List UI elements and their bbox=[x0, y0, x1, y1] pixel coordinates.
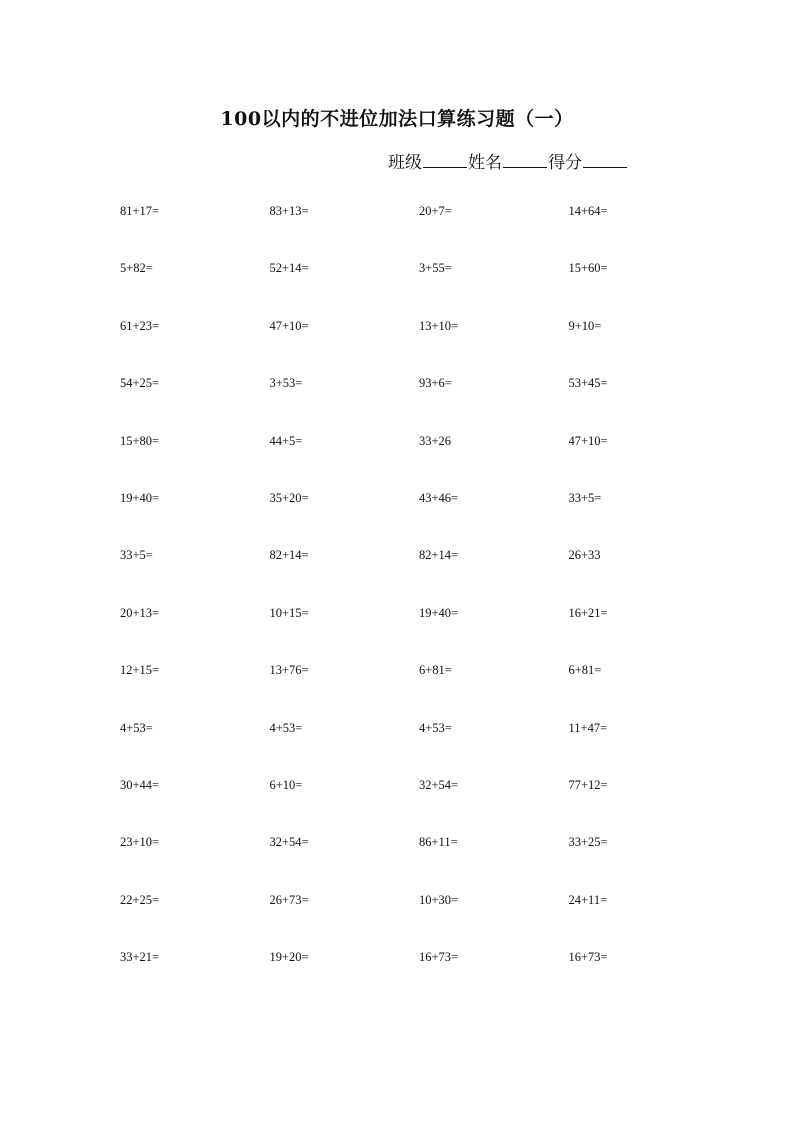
problem-row bbox=[120, 431, 720, 488]
problem-item: 24+11= bbox=[568, 892, 608, 907]
problem-row bbox=[120, 201, 720, 258]
problem-item: 13+10= bbox=[419, 318, 459, 333]
problem-item: 47+10= bbox=[269, 318, 309, 333]
problem-item: 4+53= bbox=[120, 720, 153, 735]
problem-row bbox=[120, 660, 720, 717]
problem-item: 44+5= bbox=[269, 433, 303, 448]
problem-item: 6+81= bbox=[419, 663, 452, 678]
student-info-line bbox=[388, 148, 628, 173]
problem-item: 4+53= bbox=[419, 720, 452, 735]
problem-row bbox=[120, 488, 720, 545]
name-blank[interactable] bbox=[503, 151, 547, 168]
score-label: 得分 bbox=[548, 153, 582, 173]
problem-row bbox=[120, 890, 720, 947]
problem-item: 33+25= bbox=[568, 835, 608, 850]
problem-row bbox=[120, 947, 720, 1004]
name-label: 姓名 bbox=[468, 153, 502, 173]
problem-item: 26+73= bbox=[269, 892, 309, 907]
problem-item: 26+33 bbox=[568, 548, 601, 563]
problem-item: 20+13= bbox=[120, 605, 160, 620]
problem-item: 61+23= bbox=[120, 318, 160, 333]
problem-item: 81+17= bbox=[120, 204, 160, 218]
problem-item: 10+30= bbox=[419, 892, 459, 907]
problem-item: 19+20= bbox=[269, 950, 309, 965]
problem-item: 6+10= bbox=[269, 777, 303, 792]
problem-item: 35+20= bbox=[269, 490, 309, 505]
problem-item: 33+26 bbox=[419, 433, 452, 448]
problem-row bbox=[120, 718, 720, 775]
problem-item: 19+40= bbox=[120, 490, 160, 505]
problem-item: 4+53= bbox=[269, 720, 303, 735]
problem-item: 11+47= bbox=[568, 720, 608, 735]
problem-item: 13+76= bbox=[269, 663, 309, 678]
problem-item: 82+14= bbox=[419, 548, 459, 563]
problem-row bbox=[120, 603, 720, 660]
problem-item: 3+53= bbox=[269, 376, 303, 391]
problem-item: 54+25= bbox=[120, 376, 160, 391]
problem-item: 93+6= bbox=[419, 376, 452, 391]
problem-item: 30+44= bbox=[120, 777, 160, 792]
problem-item: 5+82= bbox=[120, 261, 153, 276]
problem-item: 14+64= bbox=[568, 204, 608, 218]
problem-item: 15+80= bbox=[120, 433, 160, 448]
problem-item: 6+81= bbox=[568, 663, 602, 678]
problem-item: 86+11= bbox=[419, 835, 458, 850]
problem-item: 47+10= bbox=[568, 433, 608, 448]
problem-item: 16+21= bbox=[568, 605, 608, 620]
problem-row bbox=[120, 316, 720, 373]
problem-row bbox=[120, 373, 720, 430]
problem-grid bbox=[120, 201, 720, 1004]
problem-item: 32+54= bbox=[419, 777, 459, 792]
problem-item: 53+45= bbox=[568, 376, 608, 391]
problem-item: 22+25= bbox=[120, 892, 160, 907]
problem-item: 33+5= bbox=[568, 490, 602, 505]
problem-item: 15+60= bbox=[568, 261, 608, 276]
score-blank[interactable] bbox=[583, 151, 627, 168]
problem-row bbox=[120, 258, 720, 315]
problem-item: 3+55= bbox=[419, 261, 452, 276]
problem-item: 83+13= bbox=[269, 204, 309, 218]
class-label: 班级 bbox=[388, 153, 422, 173]
page-title: 100以内的不进位加法口算练习题（一） bbox=[220, 108, 574, 130]
problem-item: 20+7= bbox=[419, 204, 452, 218]
problem-item: 16+73= bbox=[568, 950, 608, 965]
problem-row bbox=[120, 545, 720, 602]
problem-item: 82+14= bbox=[269, 548, 309, 563]
problem-item: 43+46= bbox=[419, 490, 459, 505]
problem-row bbox=[120, 832, 720, 889]
problem-item: 33+21= bbox=[120, 950, 160, 965]
class-blank[interactable] bbox=[423, 151, 467, 168]
problem-row bbox=[120, 775, 720, 832]
problem-item: 77+12= bbox=[568, 777, 608, 792]
problem-item: 33+5= bbox=[120, 548, 153, 563]
problem-item: 23+10= bbox=[120, 835, 160, 850]
problem-item: 10+15= bbox=[269, 605, 309, 620]
problem-item: 52+14= bbox=[269, 261, 309, 276]
problem-item: 19+40= bbox=[419, 605, 459, 620]
problem-item: 9+10= bbox=[568, 318, 602, 333]
problem-item: 32+54= bbox=[269, 835, 309, 850]
problem-item: 12+15= bbox=[120, 663, 160, 678]
problem-item: 16+73= bbox=[419, 950, 459, 965]
